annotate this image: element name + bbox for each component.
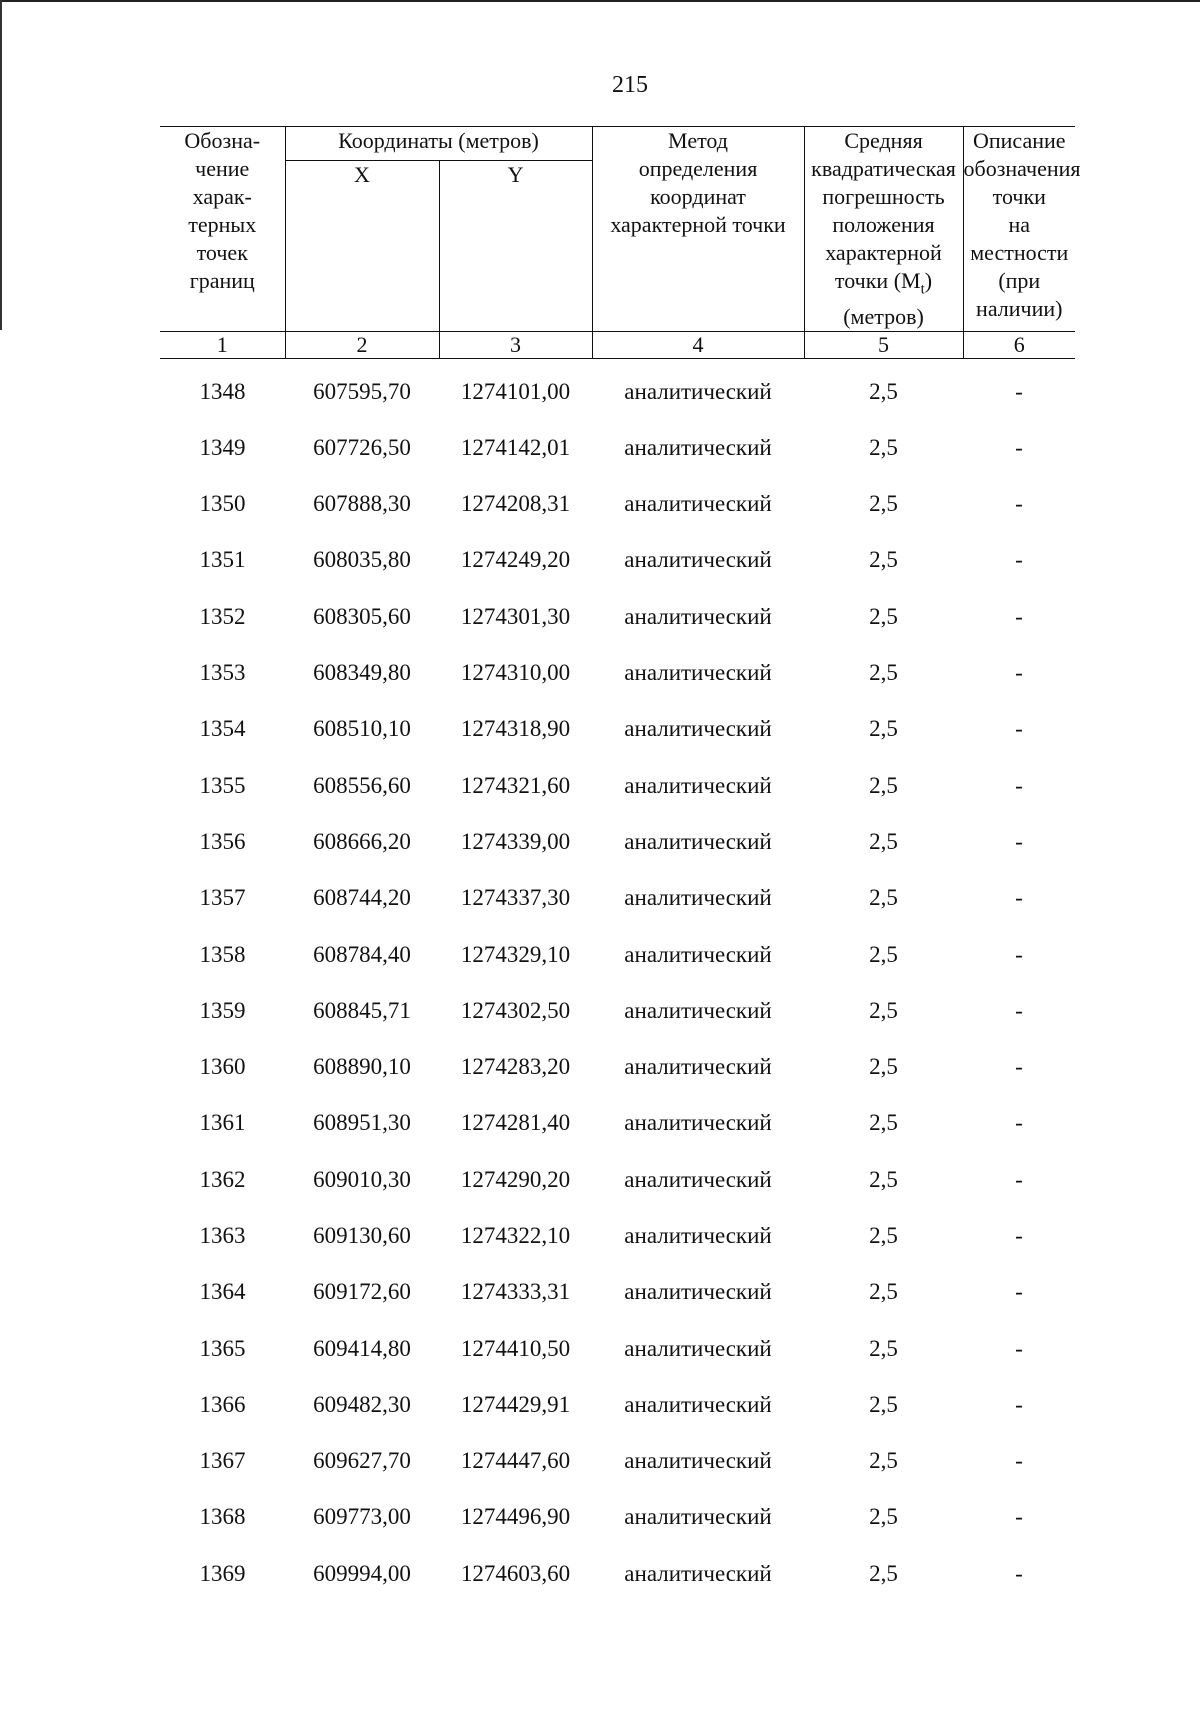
coordinates-table	[160, 126, 1081, 1602]
cell-description: -	[1015, 660, 1023, 686]
cell-x: 608951,30	[313, 1110, 411, 1136]
cell-y: 1274321,60	[460, 772, 571, 798]
cell-method: аналитический	[624, 941, 772, 967]
cell-description: -	[1015, 716, 1023, 742]
cell-description: -	[1015, 1335, 1023, 1361]
table-row	[160, 1433, 1075, 1489]
column-number-2: 2	[285, 332, 439, 359]
cell-error: 2,5	[869, 491, 898, 517]
cell-x: 609130,60	[313, 1222, 411, 1248]
column-number-4: 4	[592, 332, 804, 359]
cell-point-id: 1359	[199, 997, 246, 1023]
cell-point-id: 1366	[199, 1391, 246, 1417]
table-row	[160, 1320, 1075, 1376]
header-error-text-end: ) (метров)	[843, 268, 933, 330]
cell-point-id: 1361	[199, 1110, 246, 1136]
header-method: Метод определения координат характерной точки	[592, 127, 804, 332]
table-row	[160, 1546, 1075, 1602]
header-coordinates-group: Координаты (метров)	[285, 127, 592, 161]
cell-method: аналитический	[624, 434, 772, 460]
cell-x: 608305,60	[313, 603, 411, 629]
table-row	[160, 532, 1075, 588]
cell-y: 1274603,60	[460, 1560, 571, 1586]
cell-point-id: 1357	[199, 885, 246, 911]
cell-y: 1274339,00	[460, 828, 571, 854]
cell-error: 2,5	[869, 997, 898, 1023]
table-row	[160, 701, 1075, 757]
scan-edge-left	[0, 0, 2, 330]
cell-point-id: 1360	[199, 1054, 246, 1080]
cell-description: -	[1015, 997, 1023, 1023]
cell-error: 2,5	[869, 1391, 898, 1417]
cell-x: 607595,70	[313, 378, 411, 404]
cell-description: -	[1015, 1279, 1023, 1305]
cell-y: 1274318,90	[460, 716, 571, 742]
header-point-designation: Обозна- чение харак- терных точек границ	[160, 127, 285, 332]
cell-y: 1274290,20	[460, 1166, 571, 1192]
cell-error: 2,5	[869, 1448, 898, 1474]
cell-x: 608744,20	[313, 885, 411, 911]
cell-error: 2,5	[869, 1560, 898, 1586]
cell-x: 608510,10	[313, 716, 411, 742]
cell-point-id: 1351	[199, 547, 246, 573]
cell-method: аналитический	[624, 828, 772, 854]
table-row	[160, 645, 1075, 701]
cell-error: 2,5	[869, 772, 898, 798]
cell-description: -	[1015, 941, 1023, 967]
cell-error: 2,5	[869, 1504, 898, 1530]
cell-description: -	[1015, 1504, 1023, 1530]
cell-method: аналитический	[624, 547, 772, 573]
table-row	[160, 1208, 1075, 1264]
table-body	[160, 359, 1075, 1602]
cell-description: -	[1015, 434, 1023, 460]
cell-point-id: 1358	[199, 941, 246, 967]
cell-method: аналитический	[624, 491, 772, 517]
column-number-6: 6	[963, 332, 1075, 359]
cell-error: 2,5	[869, 941, 898, 967]
table-row	[160, 359, 1075, 420]
header-y: Y	[439, 161, 592, 332]
cell-x: 608349,80	[313, 660, 411, 686]
cell-point-id: 1364	[199, 1279, 246, 1305]
cell-method: аналитический	[624, 1279, 772, 1305]
cell-method: аналитический	[624, 1166, 772, 1192]
cell-x: 608035,80	[313, 547, 411, 573]
cell-description: -	[1015, 547, 1023, 573]
cell-method: аналитический	[624, 716, 772, 742]
cell-y: 1274333,31	[460, 1279, 571, 1305]
cell-point-id: 1365	[199, 1335, 246, 1361]
cell-x: 609994,00	[313, 1560, 411, 1586]
cell-method: аналитический	[624, 1054, 772, 1080]
cell-description: -	[1015, 885, 1023, 911]
cell-x: 608666,20	[313, 828, 411, 854]
scan-edge-top	[0, 0, 1200, 2]
cell-y: 1274208,31	[460, 491, 571, 517]
cell-point-id: 1352	[199, 603, 246, 629]
cell-point-id: 1355	[199, 772, 246, 798]
cell-method: аналитический	[624, 1560, 772, 1586]
cell-error: 2,5	[869, 1054, 898, 1080]
cell-point-id: 1369	[199, 1560, 246, 1586]
header-description: Описание обозначения точки на местности (при наличии)	[963, 127, 1075, 332]
table-row	[160, 1152, 1075, 1208]
cell-y: 1274410,50	[460, 1335, 571, 1361]
cell-method: аналитический	[624, 1391, 772, 1417]
cell-error: 2,5	[869, 434, 898, 460]
cell-x: 609010,30	[313, 1166, 411, 1192]
table-row	[160, 1095, 1075, 1151]
cell-y: 1274142,01	[460, 434, 571, 460]
cell-description: -	[1015, 378, 1023, 404]
cell-error: 2,5	[869, 716, 898, 742]
cell-y: 1274429,91	[460, 1391, 571, 1417]
cell-y: 1274302,50	[460, 997, 571, 1023]
header-error-text: Средняя квадратическая погрешность положения характерной точки (M	[811, 128, 956, 293]
cell-error: 2,5	[869, 828, 898, 854]
table-row	[160, 1264, 1075, 1320]
cell-description: -	[1015, 772, 1023, 798]
cell-point-id: 1354	[199, 716, 246, 742]
cell-method: аналитический	[624, 1335, 772, 1361]
column-number-5: 5	[804, 332, 963, 359]
table-row	[160, 589, 1075, 645]
cell-error: 2,5	[869, 1222, 898, 1248]
cell-error: 2,5	[869, 885, 898, 911]
cell-point-id: 1348	[199, 378, 246, 404]
cell-point-id: 1362	[199, 1166, 246, 1192]
table-row	[160, 814, 1075, 870]
column-numbers-row	[160, 332, 1075, 359]
table-row	[160, 983, 1075, 1039]
cell-y: 1274337,30	[460, 885, 571, 911]
cell-y: 1274283,20	[460, 1054, 571, 1080]
cell-method: аналитический	[624, 378, 772, 404]
cell-method: аналитический	[624, 1448, 772, 1474]
cell-x: 609482,30	[313, 1391, 411, 1417]
page-number: 215	[612, 72, 648, 98]
cell-method: аналитический	[624, 660, 772, 686]
cell-method: аналитический	[624, 1110, 772, 1136]
cell-description: -	[1015, 828, 1023, 854]
table-row	[160, 1489, 1075, 1545]
cell-x: 609172,60	[313, 1279, 411, 1305]
cell-point-id: 1349	[199, 434, 246, 460]
cell-x: 609414,80	[313, 1335, 411, 1361]
cell-error: 2,5	[869, 660, 898, 686]
table-row	[160, 926, 1075, 982]
cell-error: 2,5	[869, 1166, 898, 1192]
table-row	[160, 1039, 1075, 1095]
cell-error: 2,5	[869, 1335, 898, 1361]
cell-error: 2,5	[869, 547, 898, 573]
cell-error: 2,5	[869, 1110, 898, 1136]
cell-description: -	[1015, 1222, 1023, 1248]
cell-error: 2,5	[869, 378, 898, 404]
cell-point-id: 1353	[199, 660, 246, 686]
table-row	[160, 870, 1075, 926]
header-mean-square-error	[804, 127, 963, 332]
cell-description: -	[1015, 1110, 1023, 1136]
table-row	[160, 420, 1075, 476]
header-error-subscript: t	[920, 281, 925, 298]
table-row	[160, 757, 1075, 813]
header-x: X	[285, 161, 439, 332]
cell-x: 608784,40	[313, 941, 411, 967]
cell-point-id: 1350	[199, 491, 246, 517]
column-number-3: 3	[439, 332, 592, 359]
cell-y: 1274101,00	[460, 378, 571, 404]
cell-y: 1274301,30	[460, 603, 571, 629]
cell-method: аналитический	[624, 1504, 772, 1530]
cell-point-id: 1367	[199, 1448, 246, 1474]
cell-y: 1274329,10	[460, 941, 571, 967]
cell-y: 1274310,00	[460, 660, 571, 686]
cell-description: -	[1015, 603, 1023, 629]
table-header	[160, 127, 1081, 359]
cell-x: 608890,10	[313, 1054, 411, 1080]
cell-x: 609627,70	[313, 1448, 411, 1474]
cell-y: 1274322,10	[460, 1222, 571, 1248]
cell-description: -	[1015, 1166, 1023, 1192]
cell-method: аналитический	[624, 772, 772, 798]
cell-method: аналитический	[624, 997, 772, 1023]
column-number-1: 1	[160, 332, 285, 359]
cell-y: 1274281,40	[460, 1110, 571, 1136]
table-row	[160, 1377, 1075, 1433]
cell-description: -	[1015, 1054, 1023, 1080]
table-row	[160, 476, 1075, 532]
cell-method: аналитический	[624, 603, 772, 629]
cell-description: -	[1015, 1391, 1023, 1417]
cell-error: 2,5	[869, 1279, 898, 1305]
cell-x: 608556,60	[313, 772, 411, 798]
cell-description: -	[1015, 1560, 1023, 1586]
cell-description: -	[1015, 1448, 1023, 1474]
cell-y: 1274249,20	[460, 547, 571, 573]
cell-point-id: 1363	[199, 1222, 246, 1248]
cell-x: 607726,50	[313, 434, 411, 460]
cell-point-id: 1368	[199, 1504, 246, 1530]
cell-description: -	[1015, 491, 1023, 517]
cell-y: 1274447,60	[460, 1448, 571, 1474]
cell-point-id: 1356	[199, 828, 246, 854]
cell-y: 1274496,90	[460, 1504, 571, 1530]
cell-method: аналитический	[624, 885, 772, 911]
cell-error: 2,5	[869, 603, 898, 629]
cell-x: 608845,71	[313, 997, 411, 1023]
cell-x: 607888,30	[313, 491, 411, 517]
cell-x: 609773,00	[313, 1504, 411, 1530]
cell-method: аналитический	[624, 1222, 772, 1248]
